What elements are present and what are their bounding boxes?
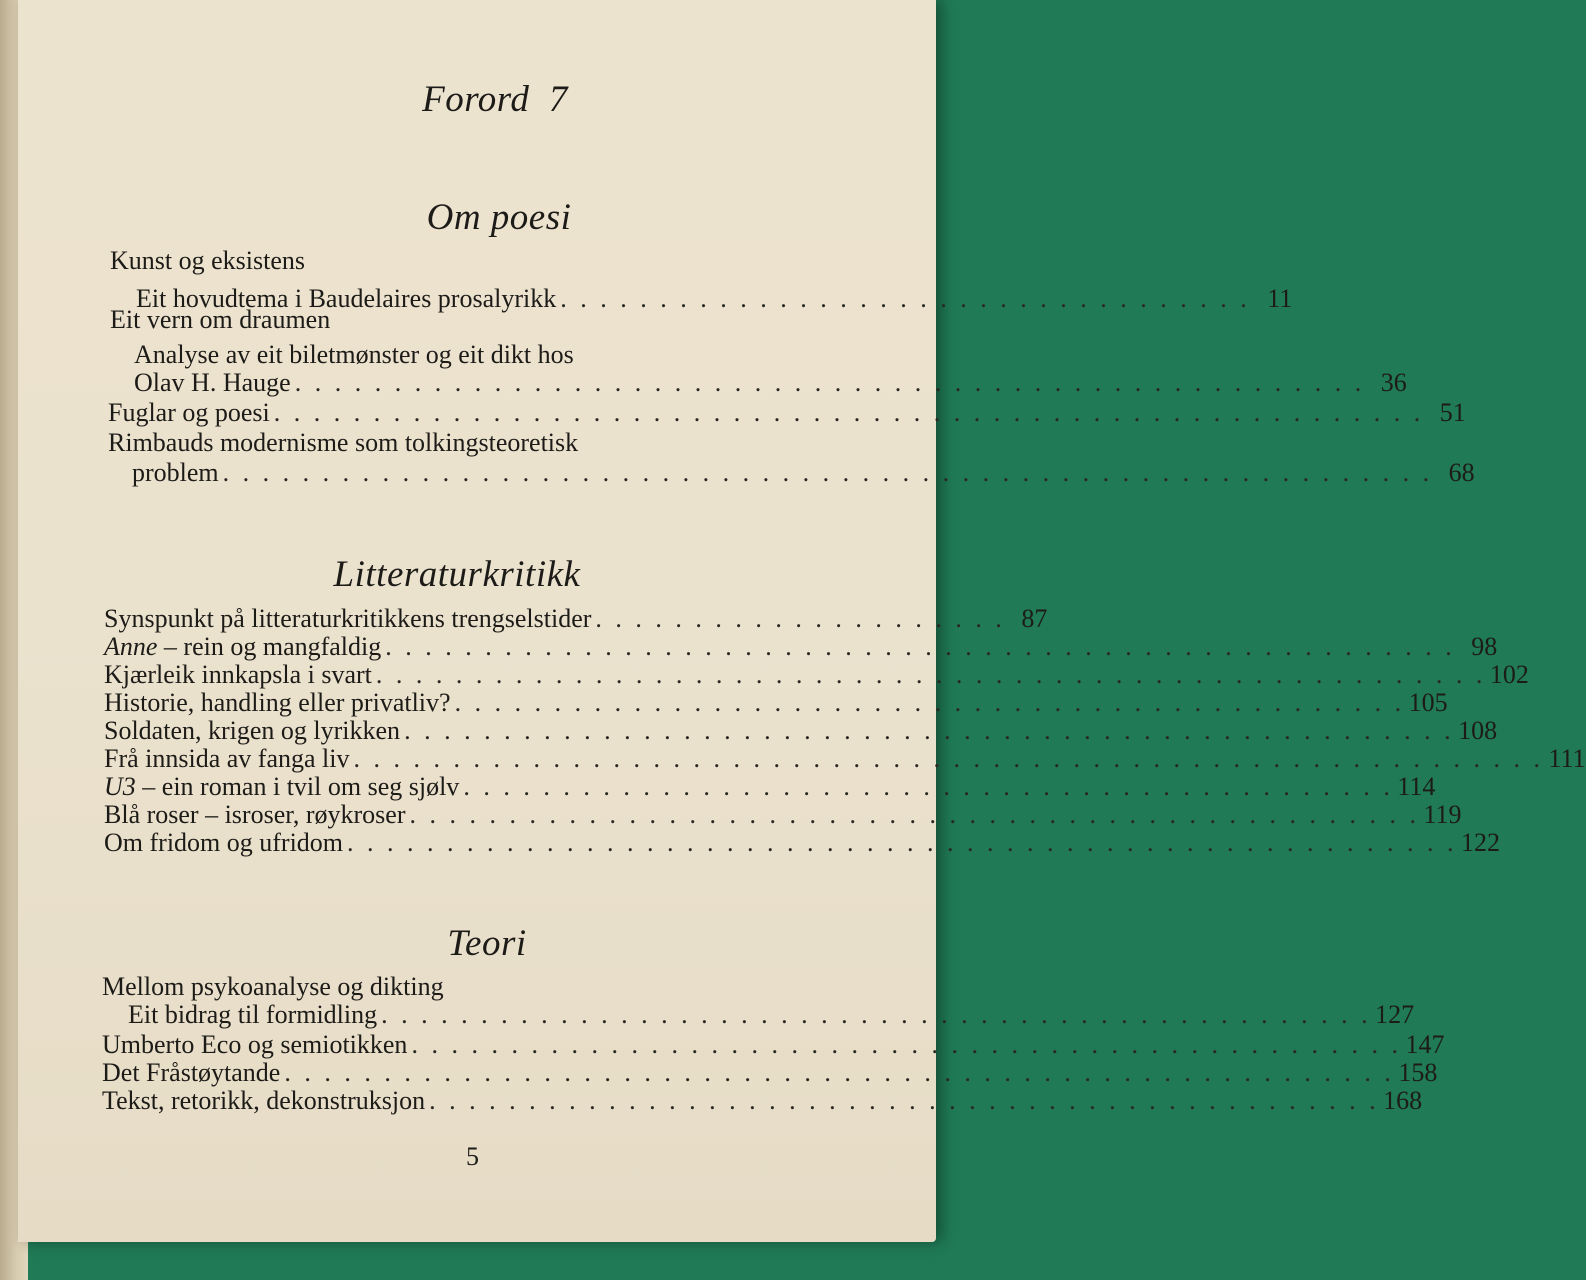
toc-entry-title: Frå innsida av fanga liv (104, 744, 350, 773)
toc-entry (104, 800, 1462, 830)
toc-page-number: 51 (1439, 398, 1466, 427)
toc-entry (104, 660, 1529, 690)
toc-entry-title: Synspunkt på litteraturkritikkens trengselstider (104, 604, 592, 633)
toc-page-number: 68 (1448, 458, 1475, 487)
toc-page-number: 168 (1383, 1086, 1423, 1115)
book-page (18, 0, 1586, 1242)
toc-entry-title: Om fridom og ufridom (104, 828, 344, 857)
toc-entry-subtitle: Eit bidrag til formidling (128, 1000, 378, 1029)
toc-entry (104, 772, 1436, 802)
toc-page-number: 105 (1408, 688, 1448, 717)
dot-leader: . . . . . . . . . . . . . . . . . . . . . . . . . . . . . . . . . . . (560, 284, 1251, 313)
toc-entry-subtitle: Olav H. Hauge (134, 368, 291, 397)
toc-entry-title: Det Fråstøytande (102, 1058, 281, 1087)
toc-entry (104, 604, 1048, 634)
toc-entry-subtitle: Analyse av eit biletmønster og eit dikt hos (134, 340, 574, 369)
dot-leader: . . . . . . . . . . . . . . . . . . . . . . . . . . . . . . . . . . . . . . . . . . . . . . . . . . . . . (404, 716, 1455, 745)
toc-entry-title: Kunst og eksistens (110, 246, 305, 275)
toc-entry-italic-title: Anne (104, 632, 158, 661)
dot-leader: . . . . . . . . . . . . . . . . . . . . . . . . . . . . . . . . . . . . . . . . . . . . . . . . . . . . . . . . (375, 660, 1486, 689)
dot-leader: . . . . . . . . . . . . . . . . . . . . . . . . . . . . . . . . . . . . . . . . . . . . . . . . . . . . . . (294, 368, 1365, 397)
toc-entry (102, 1086, 1423, 1116)
toc-entry-title: – rein og mangfaldig (157, 632, 382, 661)
toc-page-number: 87 (1021, 604, 1048, 633)
toc-page-number: 119 (1423, 800, 1462, 829)
page-number: 5 (466, 1142, 479, 1171)
toc-page-number: 122 (1461, 828, 1501, 857)
section-heading-litteraturkritikk: Litteraturkritikk (333, 554, 581, 595)
toc-entry-title: Blå roser – isroser, røykroser (104, 800, 406, 829)
toc-entry-italic-title: U3 (104, 772, 136, 801)
toc-entry-title: Umberto Eco og semiotikken (102, 1030, 408, 1059)
toc-entry (132, 458, 1475, 488)
toc-page-number: 127 (1375, 1000, 1415, 1029)
toc-entry (134, 368, 1407, 398)
toc-page-number: 11 (1267, 284, 1293, 313)
toc-entry-title: Historie, handling eller privatliv? (104, 688, 451, 717)
foreword-page: 7 (548, 79, 568, 120)
foreword-heading (36, 78, 954, 121)
toc-entry (104, 828, 1501, 858)
dot-leader: . . . . . . . . . . . . . . . . . . . . . (595, 604, 1006, 633)
dot-leader: . . . . . . . . . . . . . . . . . . . . . . . . . . . . . . . . . . . . . . . . . . . . . . . . . . . . . . . . . . . . (353, 744, 1544, 773)
toc-entry-subtitle: Eit hovudtema i Baudelaires prosalyrikk (136, 284, 557, 313)
toc-entry-title: Kjærleik innkapsla i svart (104, 660, 372, 689)
dot-leader: . . . . . . . . . . . . . . . . . . . . . . . . . . . . . . . . . . . . . . . . . . . . . . . . . . . . . . . . (347, 828, 1458, 857)
toc-entry (102, 1058, 1438, 1088)
toc-page-number: 108 (1458, 716, 1498, 745)
toc-entry (108, 398, 1466, 428)
toc-entry-title: Tekst, retorikk, dekonstruksjon (102, 1086, 426, 1115)
dot-leader: . . . . . . . . . . . . . . . . . . . . . . . . . . . . . . . . . . . . . . . . . . . . . . . . . . . . . . . . (284, 1058, 1395, 1087)
dot-leader: . . . . . . . . . . . . . . . . . . . . . . . . . . . . . . . . . . . . . . . . . . . . . . . . . . (411, 1030, 1402, 1059)
section-heading-poesi: Om poesi (426, 197, 572, 238)
toc-entry-title: Eit vern om draumen (110, 305, 331, 334)
toc-page-number: 147 (1405, 1030, 1445, 1059)
toc-entry-title-cont: problem (132, 458, 219, 487)
toc-entry (128, 1000, 1415, 1030)
toc-page-number: 98 (1471, 632, 1498, 661)
dot-leader: . . . . . . . . . . . . . . . . . . . . . . . . . . . . . . . . . . . . . . . . . . . . . . . . . . . . . . . . . . (273, 398, 1424, 427)
toc-entry (104, 632, 1498, 662)
toc-entry (104, 744, 1586, 774)
dot-leader: . . . . . . . . . . . . . . . . . . . . . . . . . . . . . . . . . . . . . . . . . . . . . . . . . . . . . . . . . . . . . (222, 458, 1433, 487)
toc-entry (104, 716, 1498, 746)
toc-page-number: 114 (1397, 772, 1436, 801)
toc-entry-title: Fuglar og poesi (108, 398, 270, 427)
dot-leader: . . . . . . . . . . . . . . . . . . . . . . . . . . . . . . . . . . . . . . . . . . . . . . . . . . (381, 1000, 1372, 1029)
toc-page-number: 158 (1398, 1058, 1438, 1087)
toc-entry-title: Rimbauds modernisme som tolkingsteoretisk (108, 428, 579, 457)
dot-leader: . . . . . . . . . . . . . . . . . . . . . . . . . . . . . . . . . . . . . . . . . . . . . . . . . . . (409, 800, 1420, 829)
toc-entry-title: Soldaten, krigen og lyrikken (104, 716, 401, 745)
dot-leader: . . . . . . . . . . . . . . . . . . . . . . . . . . . . . . . . . . . . . . . . . . . . . . . . (429, 1086, 1380, 1115)
toc-page-number: 111 (1548, 744, 1586, 773)
foreword-label: Forord (422, 79, 530, 120)
toc-entry-title: – ein roman i tvil om seg sjølv (135, 772, 460, 801)
toc-entry (102, 1030, 1445, 1060)
dot-leader: . . . . . . . . . . . . . . . . . . . . . . . . . . . . . . . . . . . . . . . . . . . . . . . . (454, 688, 1405, 717)
dot-leader: . . . . . . . . . . . . . . . . . . . . . . . . . . . . . . . . . . . . . . . . . . . . . . . . . . . . . . (385, 632, 1456, 661)
dot-leader: . . . . . . . . . . . . . . . . . . . . . . . . . . . . . . . . . . . . . . . . . . . . . . . (463, 772, 1394, 801)
section-heading-teori: Teori (447, 923, 527, 964)
toc-entry-title: Mellom psykoanalyse og dikting (102, 972, 444, 1001)
toc-page-number: 36 (1380, 368, 1407, 397)
toc-page-number: 102 (1489, 660, 1529, 689)
toc-entry (104, 688, 1448, 718)
